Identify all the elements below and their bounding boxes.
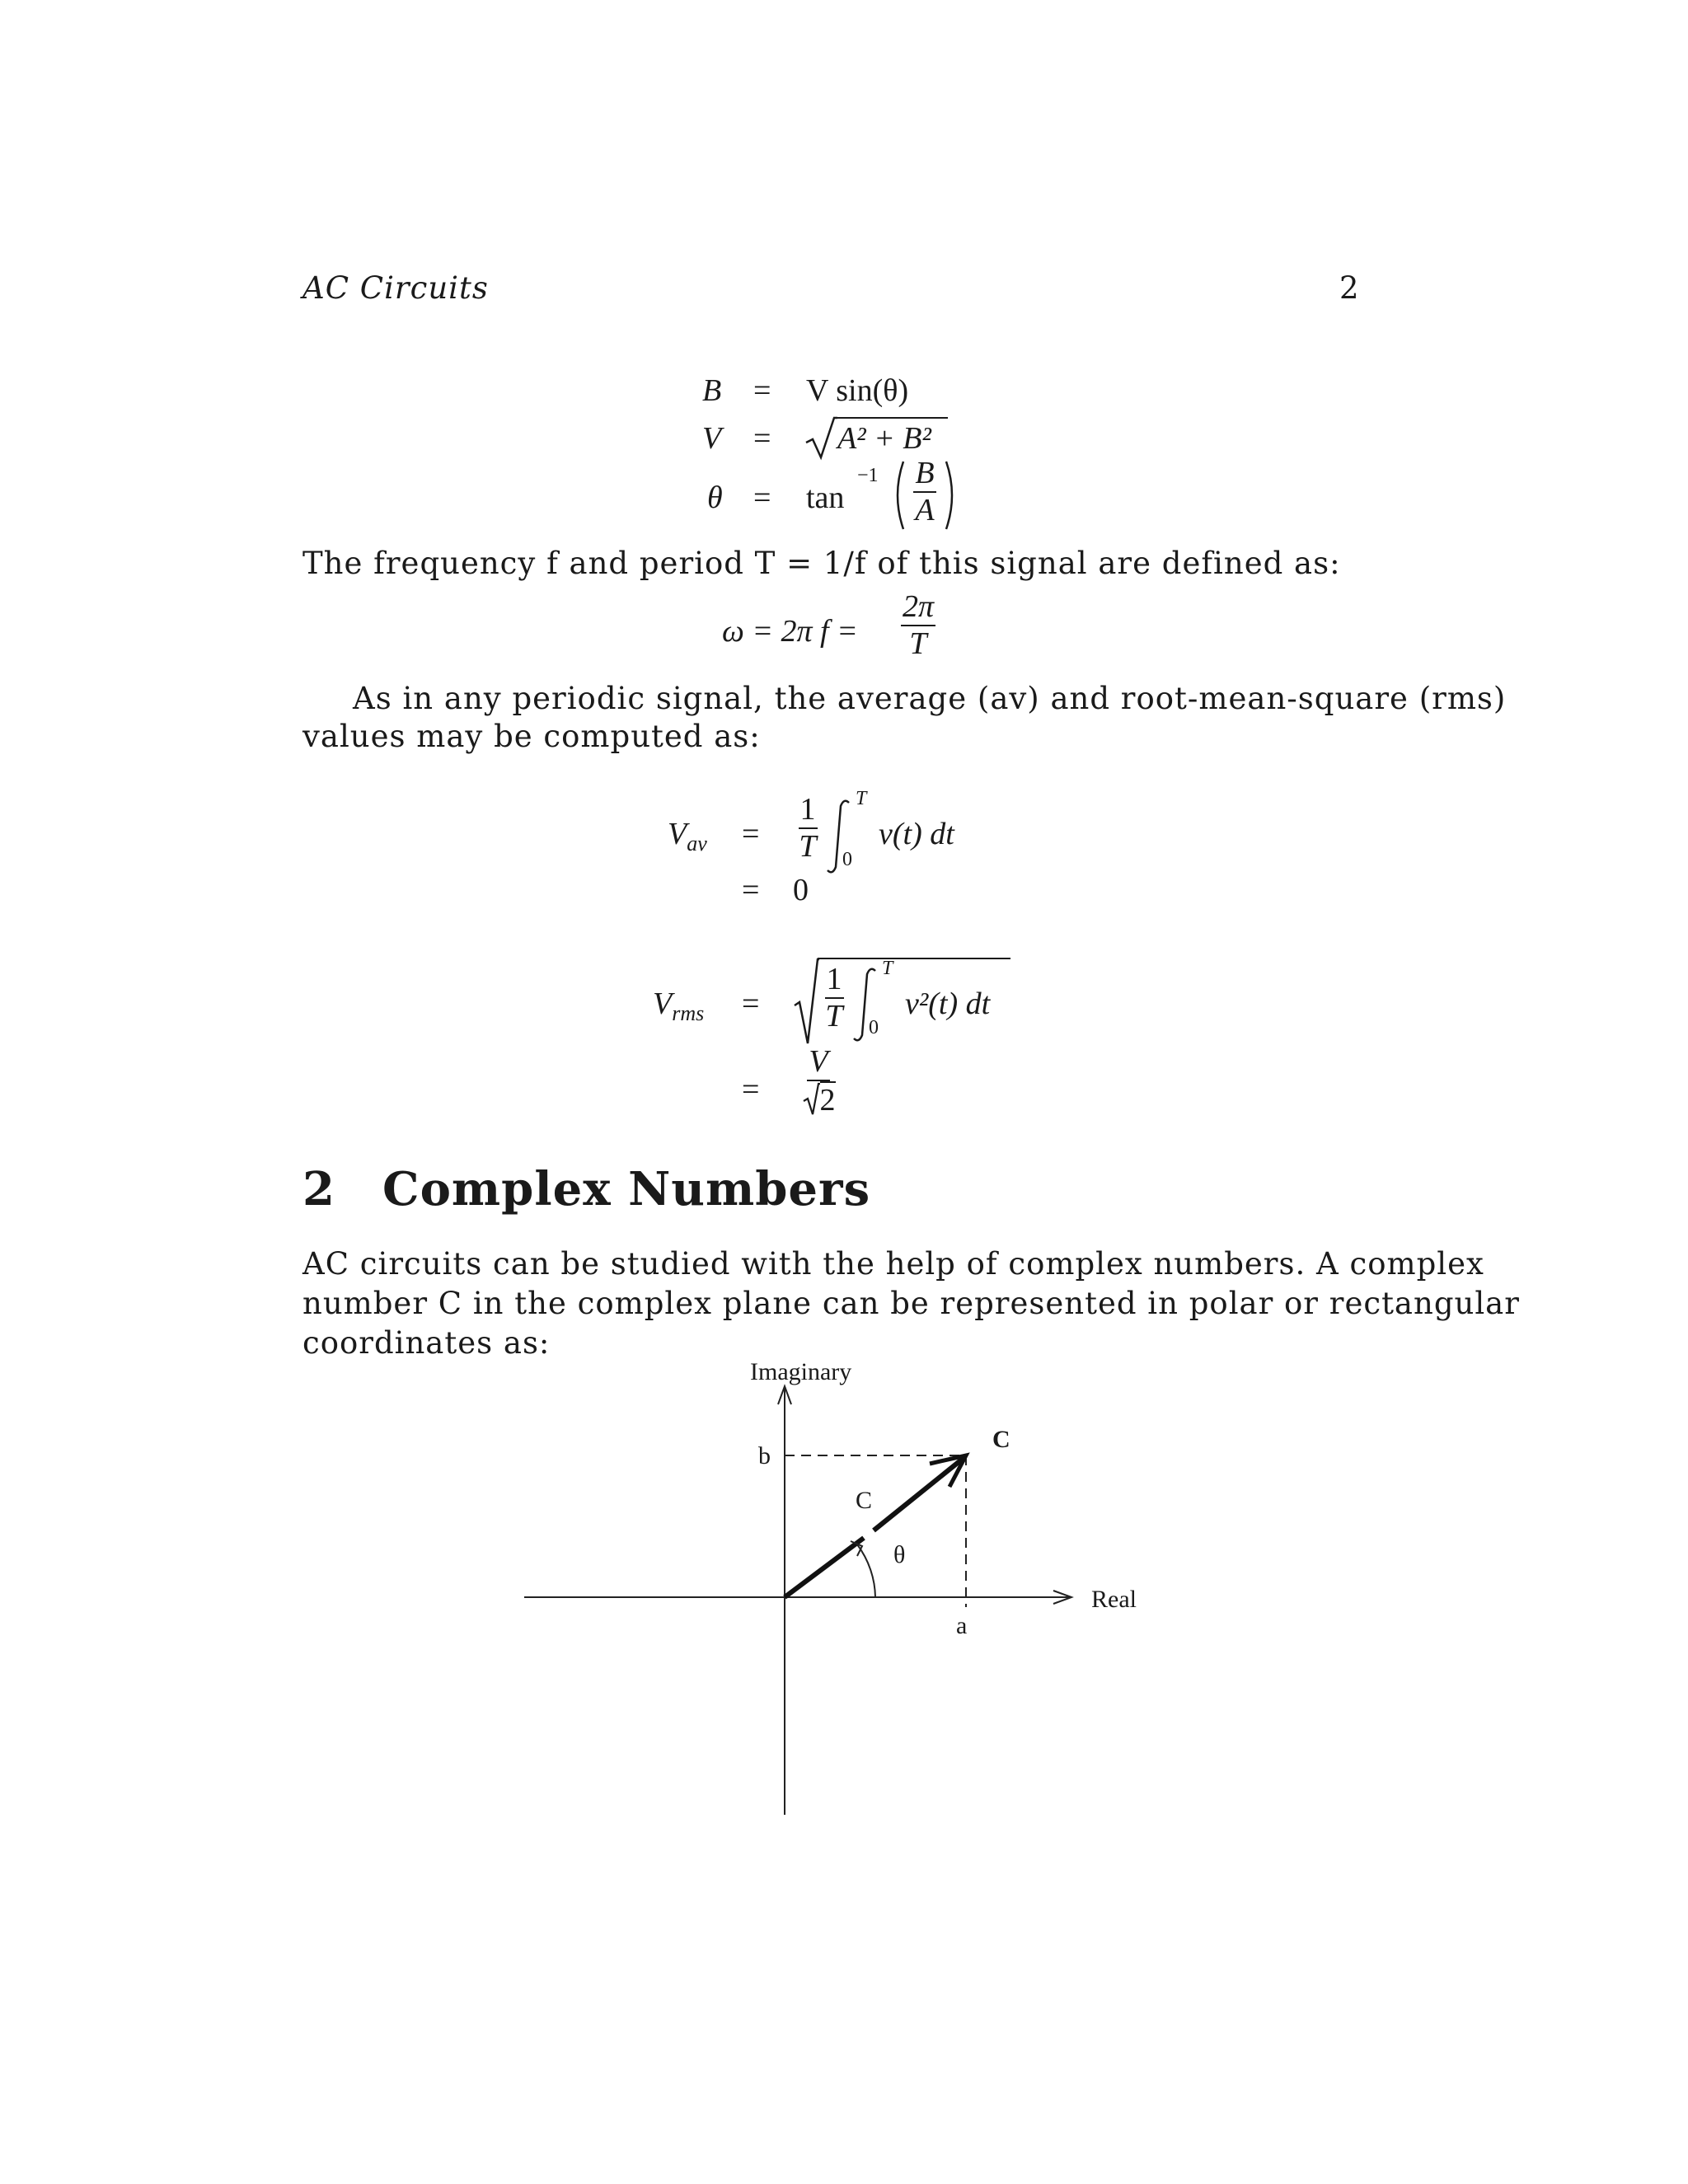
b-label: b	[758, 1442, 771, 1469]
vrms-upper-limit: T	[882, 958, 893, 979]
section-para-line-2: number C in the complex plane can be represented in polar or rectangular	[302, 1286, 1520, 1321]
avg-rms-line-2: values may be computed as:	[302, 719, 761, 754]
vav-symbol: V	[668, 817, 687, 851]
vav-frac-num: 1	[799, 793, 818, 829]
vav-lower-limit: 0	[842, 849, 852, 870]
vrms-result-num: V	[807, 1045, 829, 1081]
vrms-subscript: rms	[672, 1001, 705, 1025]
vav-result: 0	[793, 873, 809, 907]
eq3-exponent: −1	[857, 465, 879, 486]
vav-equals-2: =	[742, 873, 760, 907]
vrms-frac-den: T	[825, 998, 843, 1033]
vector-c-upper	[874, 1459, 963, 1530]
left-paren-icon	[890, 458, 907, 532]
vrms-equals: =	[742, 987, 760, 1021]
omega-eq-lhs: ω = 2π f =	[722, 614, 858, 649]
eq3-equals: =	[753, 480, 771, 515]
eq1-equals: =	[753, 373, 771, 408]
vrms-lower-limit: 0	[869, 1017, 879, 1038]
eq1-lhs: B	[702, 373, 722, 408]
sqrt-radical-icon	[804, 415, 837, 461]
eq2-equals: =	[753, 421, 771, 456]
vav-lhs	[668, 816, 707, 856]
vrms-equals-2: =	[742, 1072, 760, 1107]
vrms-fraction	[819, 963, 849, 1034]
right-paren-icon	[943, 458, 959, 532]
vrms-result-den	[802, 1081, 836, 1119]
vav-integrand: v(t) dt	[879, 817, 954, 851]
section-para-line-3: coordinates as:	[302, 1325, 551, 1361]
running-title: AC Circuits	[302, 270, 489, 306]
sqrt-vinculum	[836, 417, 948, 419]
vav-fraction	[793, 793, 823, 865]
eq3-denominator: A	[915, 492, 935, 527]
eq3-fraction	[907, 457, 943, 528]
vav-equals: =	[742, 817, 760, 851]
sqrt-small-icon	[802, 1081, 820, 1118]
avg-rms-line-1: As in any periodic signal, the average (av) and root-mean-square (rms)	[353, 681, 1507, 716]
omega-numerator: 2π	[901, 590, 935, 626]
theta-label: θ	[893, 1541, 906, 1568]
omega-denominator: T	[909, 626, 927, 661]
complex-plane-diagram	[495, 1343, 1170, 1846]
vav-frac-den: T	[799, 828, 817, 864]
vav-subscript: av	[687, 832, 707, 855]
frequency-sentence: The frequency f and period T = 1/f of this signal are defined as:	[302, 546, 1341, 581]
section-para-line-1: AC circuits can be studied with the help of complex numbers. A complex	[302, 1246, 1484, 1282]
section-number: 2	[302, 1162, 335, 1216]
vrms-result-fraction	[793, 1045, 844, 1118]
vav-upper-limit: T	[856, 788, 867, 809]
imaginary-axis-label: Imaginary	[750, 1358, 852, 1385]
c-point-label: C	[992, 1426, 1010, 1453]
vrms-symbol: V	[653, 987, 673, 1021]
eq3-tan: tan	[806, 480, 845, 515]
eq2-rhs: A² + B²	[837, 421, 931, 456]
sqrt-radical-large-icon	[793, 956, 819, 1047]
vrms-integrand: v²(t) dt	[905, 987, 991, 1021]
c-magnitude-label: C	[856, 1487, 873, 1514]
eq2-lhs: V	[702, 421, 722, 456]
eq1-rhs: V sin(θ)	[806, 373, 909, 408]
a-label: a	[956, 1612, 968, 1639]
eq3-lhs: θ	[707, 480, 723, 515]
sqrt-large-vinculum	[818, 958, 1010, 959]
real-axis-label: Real	[1091, 1586, 1137, 1613]
vrms-frac-num: 1	[825, 963, 844, 999]
page-number: 2	[1339, 270, 1360, 306]
vrms-result-den-value: 2	[819, 1082, 836, 1118]
eq3-numerator: B	[913, 457, 935, 493]
vector-c-lower	[785, 1538, 864, 1597]
omega-fraction	[893, 590, 943, 662]
section-title: Complex Numbers	[382, 1162, 871, 1216]
vrms-lhs	[653, 986, 704, 1026]
